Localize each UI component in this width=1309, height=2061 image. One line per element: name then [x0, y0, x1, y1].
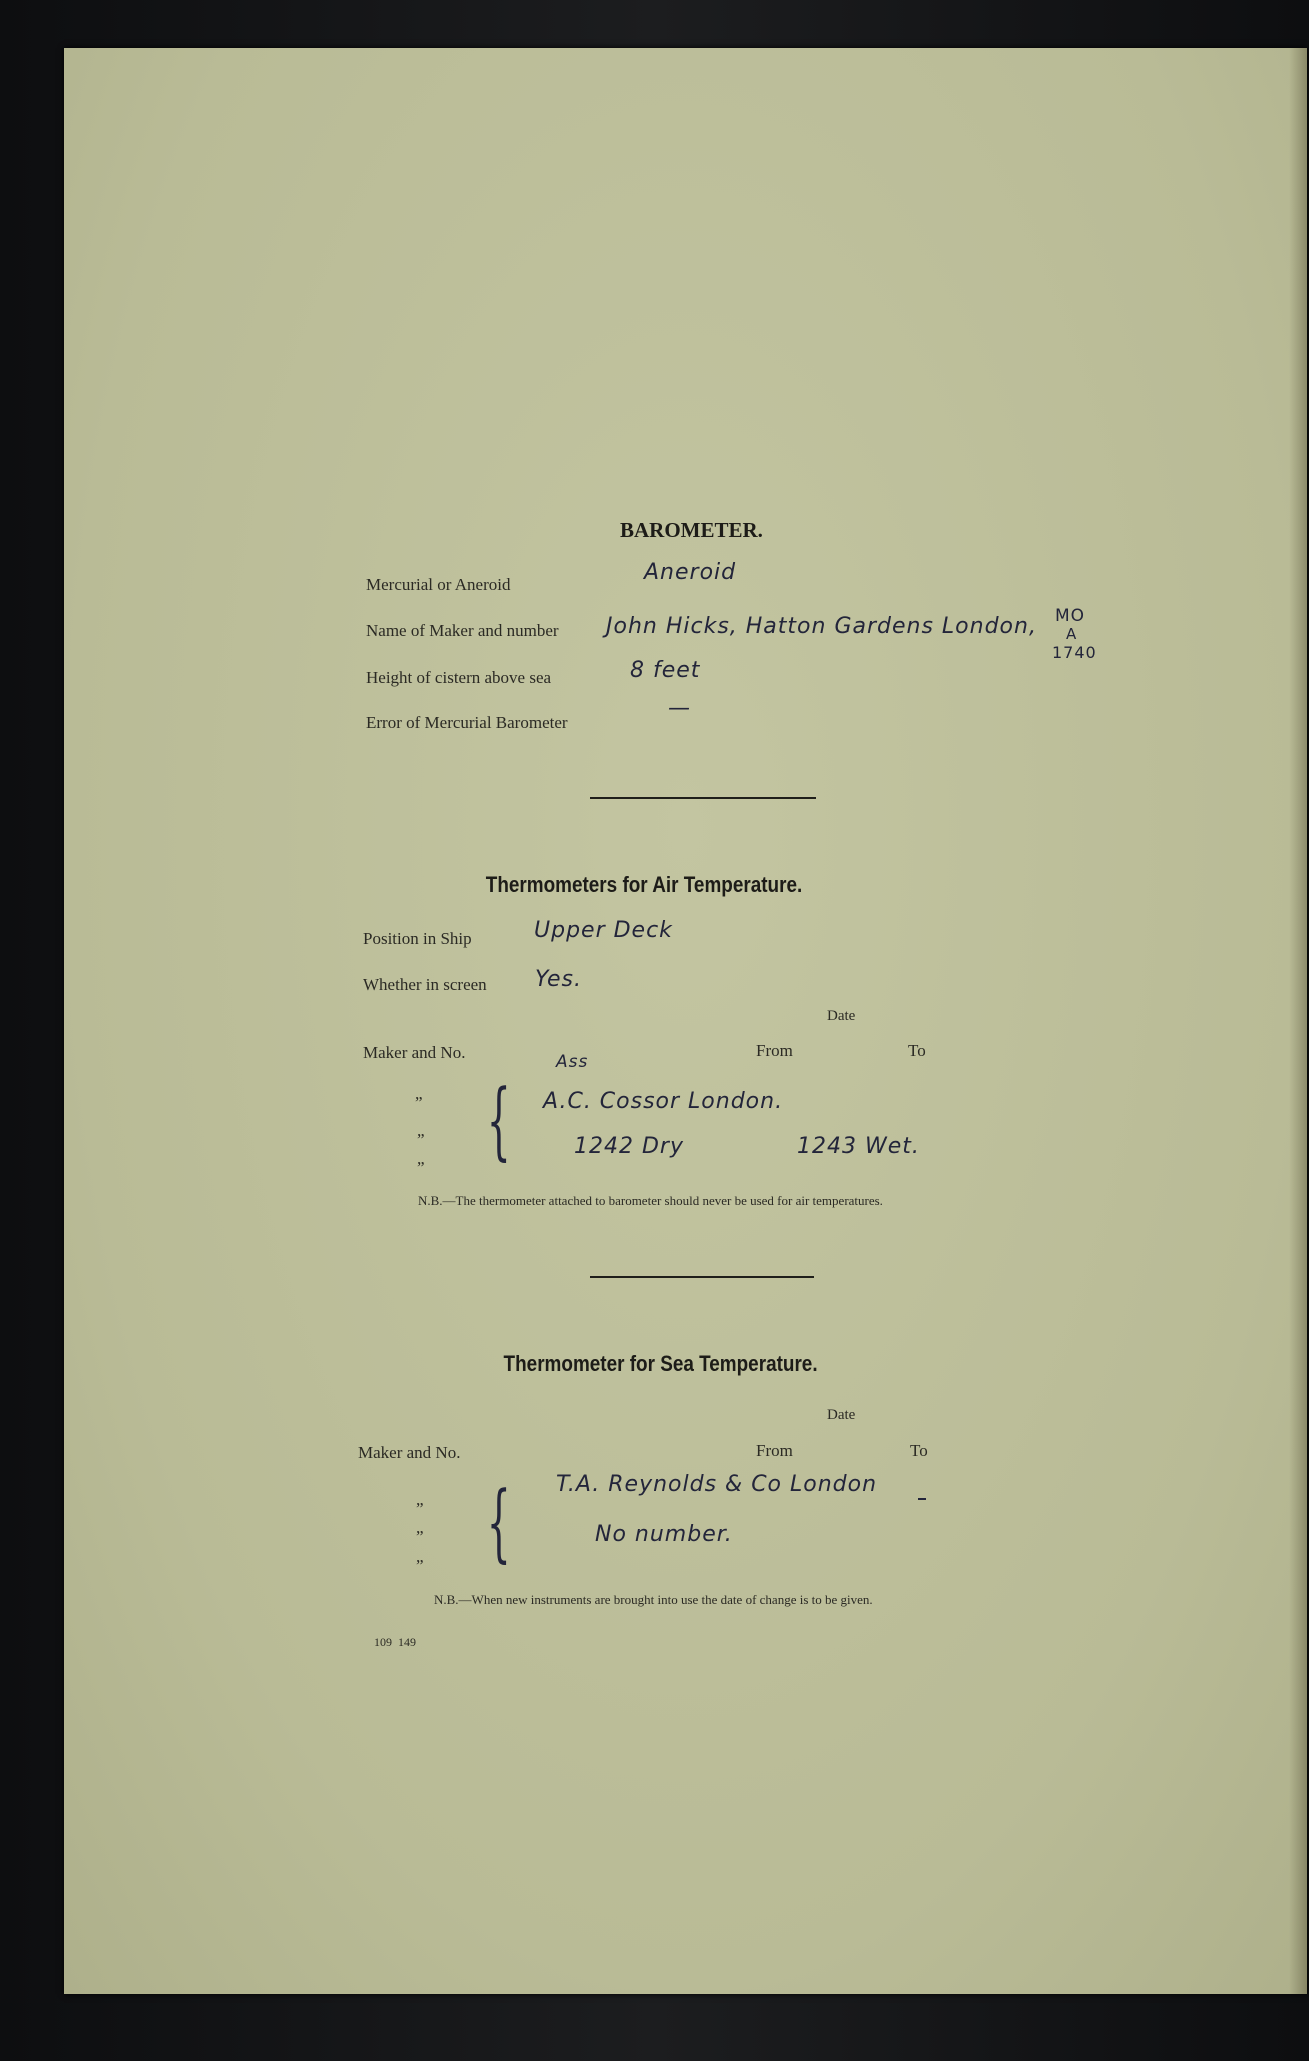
cistern-height-label: Height of cistern above sea: [366, 668, 552, 687]
sea-ditto-3: „: [416, 1547, 424, 1566]
section-divider-1: [590, 797, 816, 799]
air-entry-maker: A.C. Cossor London.: [543, 1089, 784, 1114]
air-entries-brace: {: [486, 1071, 511, 1169]
air-entry-wet: 1243 Wet.: [797, 1134, 920, 1159]
document-page: [64, 48, 1307, 1994]
whether-in-screen-value: Yes.: [535, 967, 583, 992]
page-edge-shadow: [1289, 48, 1307, 1994]
air-maker-label: Maker and No.: [363, 1043, 466, 1062]
sea-from-label: From: [756, 1441, 793, 1460]
air-ditto-1: „: [415, 1084, 423, 1103]
mercurial-aneroid-value: Aneroid: [644, 560, 737, 585]
barometer-error-value: —: [668, 696, 691, 721]
sea-maker-label: Maker and No.: [358, 1443, 461, 1462]
sea-temperature-heading: Thermometer for Sea Temperature.: [503, 1351, 818, 1376]
barometer-error-label: Error of Mercurial Barometer: [366, 713, 568, 732]
air-temperature-heading: Thermometers for Air Temperature.: [485, 872, 803, 897]
sea-entry-number: No number.: [595, 1522, 733, 1547]
air-entry-word: Ass: [556, 1052, 589, 1072]
sea-ditto-2: „: [416, 1518, 424, 1537]
air-temperature-note: N.B.—The thermometer attached to barometer should never be used for air temperatures.: [418, 1193, 883, 1208]
whether-in-screen-label: Whether in screen: [363, 975, 487, 994]
air-ditto-3: „: [417, 1149, 425, 1168]
maker-number-code-line1: MO: [1055, 606, 1086, 626]
position-in-ship-value: Upper Deck: [534, 918, 673, 943]
air-from-label: From: [756, 1041, 793, 1060]
barometer-heading: BAROMETER.: [620, 518, 763, 542]
air-to-label: To: [908, 1041, 926, 1060]
sea-date-label: Date: [827, 1407, 856, 1423]
air-ditto-2: „: [417, 1121, 425, 1140]
section-divider-2: [590, 1276, 814, 1278]
maker-number-value: John Hicks, Hatton Gardens London,: [606, 614, 1037, 639]
sea-entries-brace: {: [486, 1473, 511, 1571]
sea-temperature-note: N.B.—When new instruments are brought into use the date of change is to be given.: [434, 1592, 873, 1607]
sea-entry-maker: T.A. Reynolds & Co London: [556, 1472, 878, 1497]
cistern-height-value: 8 feet: [630, 658, 701, 683]
maker-number-code-line2: A: [1066, 625, 1078, 643]
form-code: 109 149: [374, 1635, 416, 1649]
sea-ditto-1: „: [416, 1490, 424, 1509]
sea-to-label: To: [910, 1441, 928, 1460]
sea-entry-dash: [918, 1498, 926, 1500]
maker-number-label: Name of Maker and number: [366, 621, 559, 640]
position-in-ship-label: Position in Ship: [363, 929, 472, 948]
maker-number-code-line3: 1740: [1052, 643, 1097, 662]
air-date-label: Date: [827, 1008, 856, 1024]
mercurial-aneroid-label: Mercurial or Aneroid: [366, 575, 511, 594]
air-entry-dry: 1242 Dry: [574, 1134, 684, 1159]
